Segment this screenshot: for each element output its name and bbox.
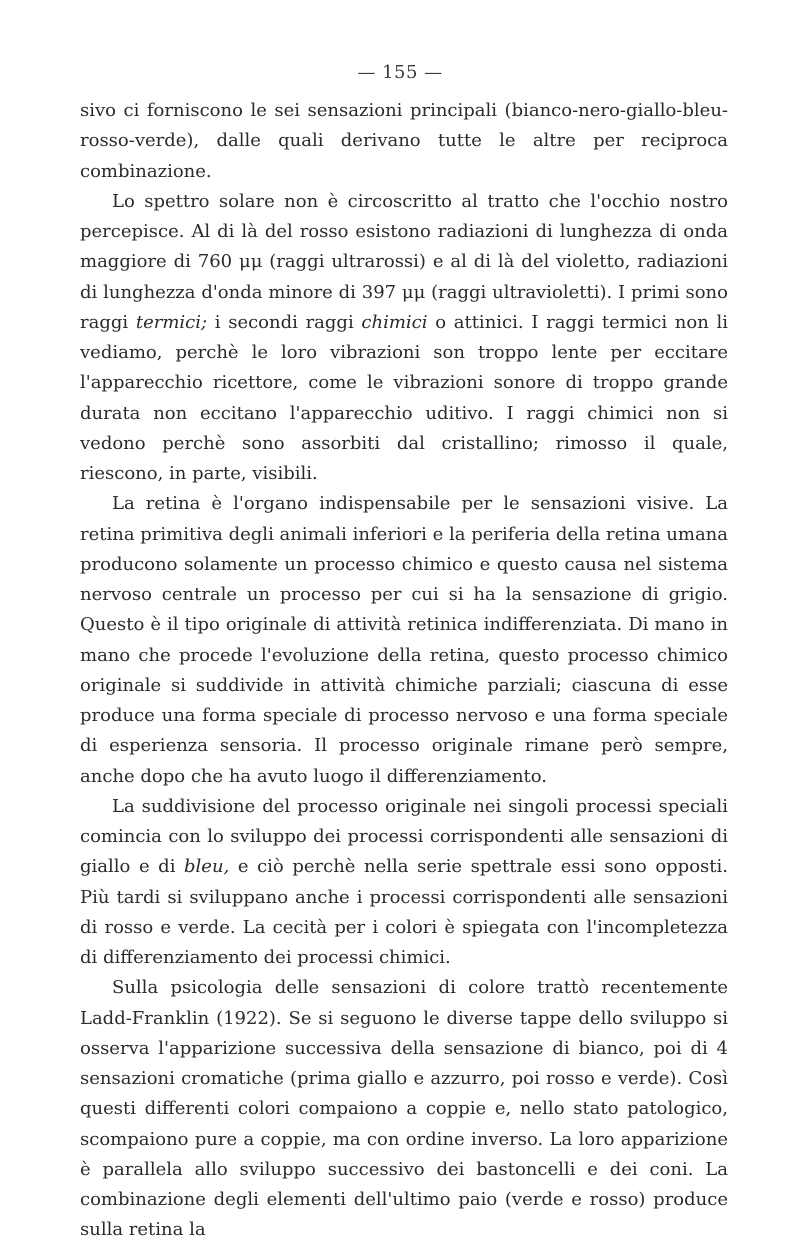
page-number: — 155 — bbox=[357, 62, 443, 83]
text-segment: La suddivisione del processo originale nei singoli processi speciali comincia con lo sviluppo dei processi corrispondenti alle sensazioni di giallo e di bbox=[80, 795, 728, 878]
paragraph bbox=[80, 792, 728, 974]
text-segment: e ciò perchè nella serie spettrale essi sono opposti. Più tardi si sviluppano anche i processi corrispondenti alle sensazioni di rosso e verde. La cecità per i colori è spiegata con l'incompletezza di differenziamento dei processi chimici. bbox=[80, 856, 728, 968]
text-segment: Lo spettro solare non è circoscritto al tratto che l'occhio nostro percepisce. Al di là del rosso esistono radiazioni di lunghezza di onda maggiore di 760 μμ (raggi ultrarossi) e al di là del violetto, radiazioni di lunghezza d'onda minore di 397 μμ (raggi ultravioletti). I primi sono raggi bbox=[80, 190, 728, 333]
paragraph bbox=[80, 187, 728, 490]
paragraph bbox=[80, 96, 728, 187]
text-body bbox=[80, 96, 728, 1246]
italic-term: chimici bbox=[361, 311, 428, 333]
text-segment: La retina è l'organo indispensabile per le sensazioni visive. La retina primitiva degli animali inferiori e la periferia della retina umana producono solamente un processo chimico e questo causa nel sistema nervoso centrale un processo per cui si ha la sensazione di grigio. Questo è il tipo originale di attività retinica indifferenziata. Di mano in mano che procede l'evoluzione della retina, questo processo chimico originale si suddivide in attività chimiche parziali; ciascuna di esse produce una forma speciale di processo nervoso e una forma speciale di esperienza sensoria. Il processo originale rimane però sempre, anche dopo che ha avuto luogo il differenziamento. bbox=[80, 493, 729, 787]
italic-term: bleu, bbox=[184, 856, 230, 878]
text-segment: sivo ci forniscono le sei sensazioni principali (bianco-nero-giallo-bleu-rosso-verde), dalle quali derivano tutte le altre per reciproca combinazione. bbox=[80, 100, 728, 182]
paragraph bbox=[80, 489, 728, 792]
text-segment: o attinici. I raggi termici non li vediamo, perchè le loro vibrazioni son troppo lente per eccitare l'apparecchio ricettore, come le vibrazioni sonore di troppo grande durata non eccitano l'apparecchio uditivo. I raggi chimici non si vedono perchè sono assorbiti dal cristallino; rimosso il quale, riescono, in parte, visibili. bbox=[80, 311, 729, 484]
italic-term: termici; bbox=[135, 311, 208, 333]
text-segment: i secondi raggi bbox=[207, 311, 362, 333]
text-segment: Sulla psicologia delle sensazioni di colore trattò recentemente Ladd-Franklin (1922). Se si seguono le diverse tappe dello sviluppo si osserva l'apparizione successiva della sensazione di bianco, poi di 4 sensazioni cromatiche (prima giallo e azzurro, poi rosso e verde). Così questi differenti colori compaiono a coppie e, nello stato patologico, scompaiono pure a coppie, ma con ordine inverso. La loro apparizione è parallela allo sviluppo successivo dei bastoncelli e dei coni. La combinazione degli elementi dell'ultimo paio (verde e rosso) produce sulla retina la bbox=[80, 977, 728, 1241]
paragraph bbox=[80, 973, 728, 1245]
